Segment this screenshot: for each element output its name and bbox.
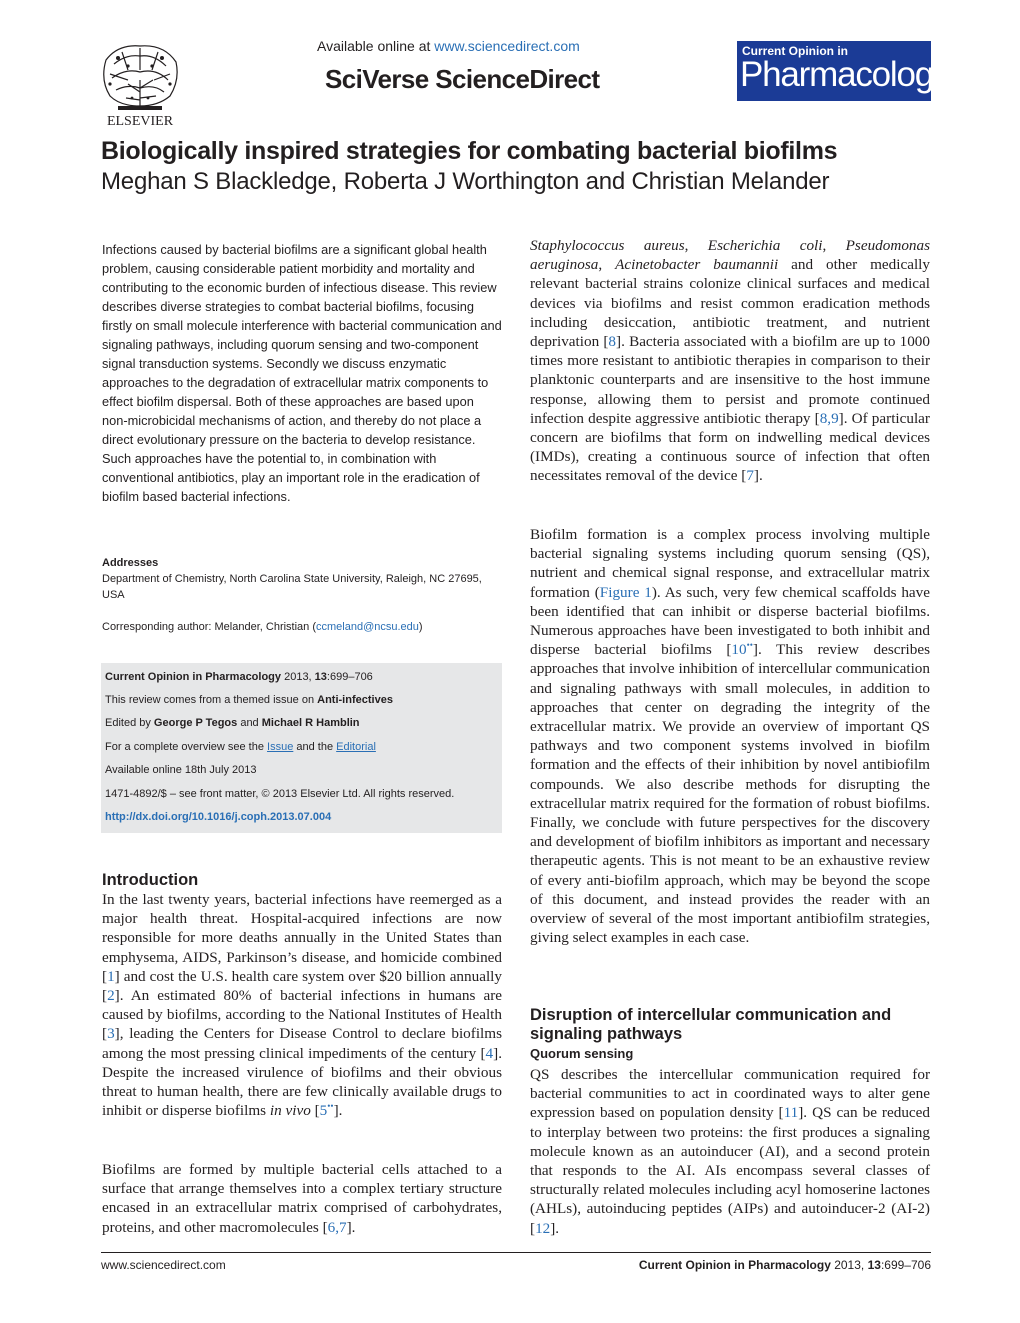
journal-logo — [737, 41, 950, 101]
footer-pages: :699–706 — [880, 1258, 931, 1272]
info-theme — [105, 694, 393, 706]
info-overview — [105, 741, 376, 753]
info-volume: 13 — [314, 671, 327, 683]
footer-journal: Current Opinion in Pharmacology — [638, 1258, 831, 1272]
info-overview-and: and the — [293, 741, 337, 753]
corresponding-author — [102, 619, 502, 635]
availability-line — [317, 38, 580, 54]
info-editor-1: George P Tegos — [153, 717, 238, 729]
article-info-box — [101, 663, 502, 833]
info-pages: :699–706 — [326, 671, 373, 683]
info-citation — [105, 671, 373, 683]
corresponding-suffix: ) — [418, 621, 423, 633]
info-theme-prefix: This review comes from a themed issue on — [105, 694, 318, 706]
info-editor-2: Michael R Hamblin — [261, 717, 360, 729]
footer-rule — [101, 1252, 931, 1253]
footer-year: 2013, — [830, 1258, 868, 1272]
footer-citation — [639, 1258, 931, 1272]
info-available: Available online 18th July 2013 — [105, 764, 257, 776]
pathogens-paragraph: Staphylococcus aureus, Escherichia coli, Pseudomonas aeruginosa, Acinetobacter baumannii and other medically relevant bacterial strains colonize clinical surfaces and medical devices via biofilms and resist common eradication methods including desiccation, antibiotic treatment, and nutrient deprivation [8]. Bacteria associated with a biofilm are up to 1000 times more resistant to antibiotic therapies in comparison to their planktonic counterparts and are insensitive to the host immune response, allowing them to persist and promote continued infection despite aggressive antibiotic therapy [8,9]. Of particular concern are biofilms that form on indwelling medical devices (IMDs), creating a continuous source of infection that often necessitates removal of the device [7]. — [530, 237, 931, 485]
editorial-link[interactable]: Editorial — [336, 741, 376, 753]
email-link[interactable]: ccmeland@ncsu.edu — [316, 621, 419, 633]
info-theme-name: Anti-infectives — [317, 694, 393, 706]
publisher-name: ELSEVIER — [106, 114, 174, 128]
elsevier-logo — [98, 40, 182, 128]
footer-volume: 13 — [867, 1258, 881, 1272]
article-title: Biologically inspired strategies for combating bacterial biofilms — [101, 137, 838, 165]
addresses-text: Department of Chemistry, North Carolina State University, Raleigh, NC 27695, USA — [102, 573, 482, 601]
abstract: Infections caused by bacterial biofilms are a significant global health problem, causing considerable patient morbidity and mortality and contributing to the economic burden of infectious disease. This review describes diverse strategies to combat bacterial biofilms, focusing firstly on small molecule interference with bacterial communication and signaling pathways, including quorum sensing and two-component signal transduction systems. Secondly we discuss enzymatic approaches to the degradation of extracellular matrix components to effect biofilm dispersal. Both of these approaches are based upon non-microbicidal mechanisms of action, and thereby do not place a direct evolutionary pressure on the bacteria to develop resistance. Such approaches have the potential to, in combination with conventional antibiotics, play an important role in the eradication of biofilm based bacterial infections. — [102, 242, 502, 504]
info-year: 2013, — [281, 671, 315, 683]
journal-logo-line2: Pharmacology — [740, 55, 950, 94]
info-journal: Current Opinion in Pharmacology — [105, 671, 282, 683]
introduction-paragraph: In the last twenty years, bacterial infections have reemerged as a major health threat. Hospital-acquired infections are now responsible for more deaths annually in the United States than emphysema, AIDS, Parkinson’s disease, and homicide combined [1] and cost the U.S. health care system over $20 billion annually [2]. An estimated 80% of bacterial infections in humans are caused by biofilms, according to the National Institutes of Health [3], leading the Centers for Disease Control to declare biofilms among the most pressing clinical impediments of the century [4]. Despite the increased virulence of biofilms and their obvious threat to human health, there are few clinically available drugs to inhibit or disperse biofilms in vivo [5••]. — [102, 891, 502, 1120]
info-editors — [105, 717, 360, 729]
journal-logo-line1: Current Opinion in — [742, 44, 848, 58]
info-issn: 1471-4892/$ – see front matter, © 2013 Elsevier Ltd. All rights reserved. — [105, 788, 455, 800]
availability-prefix: Available online at — [317, 38, 435, 54]
sciencedirect-link[interactable]: www.sciencedirect.com — [434, 38, 580, 54]
quorum-sensing-paragraph: QS describes the intercellular communication required for bacterial communities to act in coordinated ways to alter gene expression based on population density [11]. QS can be reduced to interplay between two proteins: the first produces a signaling molecule known as an autoinducer (AI), and a second protein that responds to the AI. AIs encompass several classes of structurally related molecules including acyl homoserine lactones (AHLs), autoinducing peptides (AIPs) and autoinducer-2 (AI-2) [12]. — [530, 1066, 930, 1237]
platform-logo: SciVerse ScienceDirect — [325, 64, 600, 94]
info-and: and — [237, 717, 262, 729]
disruption-heading: Disruption of intercellular communication and signaling pathways — [530, 1006, 892, 1043]
footer-url[interactable]: www.sciencedirect.com — [101, 1258, 226, 1272]
corresponding-prefix: Corresponding author: Melander, Christian ( — [102, 621, 317, 633]
formation-paragraph: Biofilm formation is a complex process involving multiple bacterial signaling systems including quorum sensing (QS), nutrient and chemical signal response, and extracellular matrix formation (Figure 1). As such, very few chemical scaffolds have been identified that can inhibit or disperse bacterial biofilms. Numerous approaches have been investigated to both inhibit and disperse bacterial biofilms [10••]. This review describes approaches that involve inhibition of intercellular communication and signaling pathways with small molecules, in addition to approaches that center on degrading the integrity of the extracellular matrix. We provide an overview of important QS pathways and two component systems involved in biofilm formation and the effects of their inhibition by novel antibiofilm compounds. We also describe methods for disrupting the extracellular matrix required for the formation of robust biofilms. Finally, we conclude with future perspectives for the discovery and development of biofilm inhibitors as important and necessary therapeutic agents. This is not meant to be an exhaustive review of every anti-biofilm approach, which may be beyond the scope of this document, and instead provides the reader with an overview of several of the most important antibiofilm strategies, giving select examples in each case. — [530, 526, 930, 947]
addresses-heading: Addresses — [102, 557, 159, 569]
biofilms-paragraph: Biofilms are formed by multiple bacterial cells attached to a surface that arrange themselves into a complex tertiary structure encased in an extracellular matrix comprised of carbohydrates, proteins, and other macromolecules [6,7]. — [102, 1161, 502, 1236]
article-authors: Meghan S Blackledge, Roberta J Worthington and Christian Melander — [101, 168, 830, 195]
doi-link[interactable]: http://dx.doi.org/10.1016/j.coph.2013.07.004 — [105, 811, 332, 823]
introduction-heading: Introduction — [102, 871, 199, 889]
quorum-sensing-heading: Quorum sensing — [530, 1046, 634, 1061]
info-edited-prefix: Edited by — [105, 717, 154, 729]
issue-link[interactable]: Issue — [267, 741, 294, 753]
info-overview-prefix: For a complete overview see the — [105, 741, 268, 753]
